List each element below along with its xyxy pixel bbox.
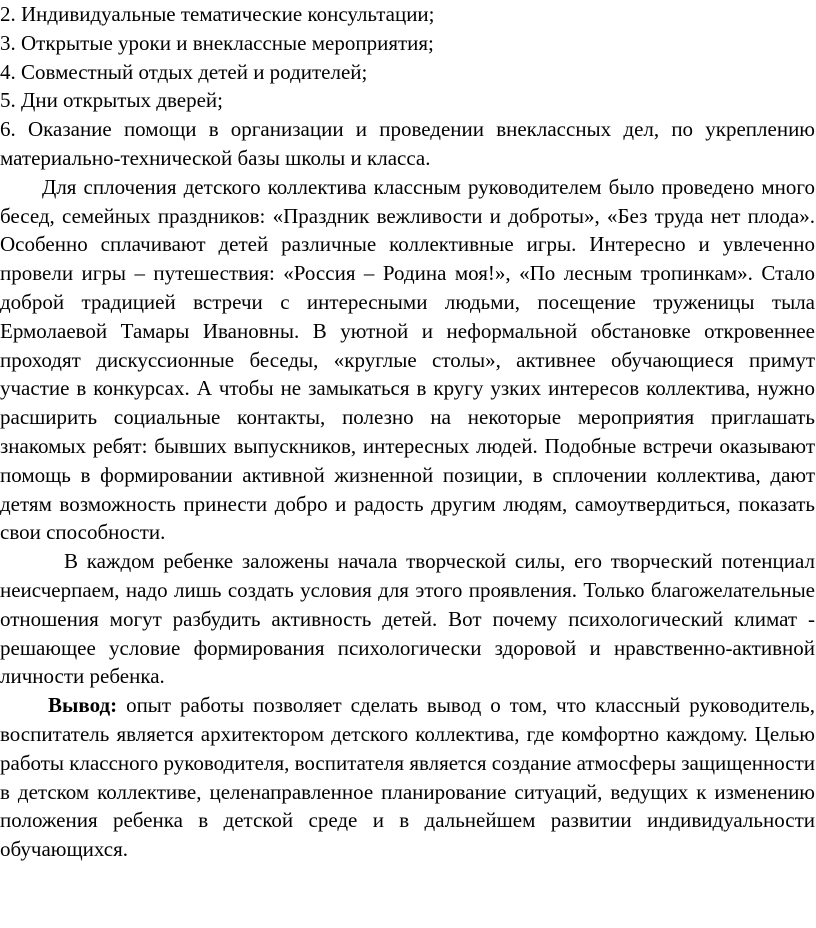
- paragraph-conclusion: [0, 691, 815, 864]
- paragraph-creative-potential: В каждом ребенке заложены начала творческой силы, его творческий потенциал неисчерпаем, надо лишь создать условия для этого проявления. Только благожелательные отношения могут разбудить активность детей. Вот почему психологический климат - решающее условие формирования психологически здоровой и нравственно-активной личности ребенка.: [0, 549, 815, 689]
- list-item-3: 3. Открытые уроки и внеклассные мероприятия;: [0, 30, 434, 55]
- list-item-6: 6. Оказание помощи в организации и проведении внеклассных дел, по укреплению материально-технической базы школы и класса.: [0, 117, 815, 170]
- list-item-4: 4. Совместный отдых детей и родителей;: [0, 59, 368, 84]
- paragraph-team-building: Для сплочения детского коллектива классным руководителем было проведено много бесед, семейных праздников: «Праздник вежливости и доброты», «Без труда нет плода». Особенно сплачивают детей различные коллективные игры. Интересно и увлеченно провели игры – путешествия: «Россия – Родина моя!», «По лесным тропинкам». Стало доброй традицией встречи с интересными людьми, посещение труженицы тыла Ермолаевой Тамары Ивановны. В уютной и неформальной обстановке откровеннее проходят дискуссионные беседы, «круглые столы», активнее обучающиеся примут участие в конкурсах. А чтобы не замыкаться в кругу узких интересов коллектива, нужно расширить социальные контакты, полезно на некоторые мероприятия приглашать знакомых ребят: бывших выпускников, интересных людей. Подобные встречи оказывают помощь в формировании активной жизненной позиции, в сплочении коллектива, дают детям возможность принести добро и радость другим людям, самоутвердиться, показать свои способности.: [0, 174, 815, 545]
- conclusion-text: опыт работы позволяет сделать вывод о том, что классный руководитель, воспитатель является архитектором детского коллектива, где комфортно каждому. Целью работы классного руководителя, воспитателя является создание атмосферы защищенности в детском коллективе, целенаправленное планирование ситуаций, ведущих к изменению положения ребенка в детской среде и в дальнейшем развитии индивидуальности обучающихся.: [0, 693, 815, 862]
- list-item-5: 5. Дни открытых дверей;: [0, 88, 223, 113]
- conclusion-label: Вывод:: [48, 693, 118, 718]
- list-item-2: 2. Индивидуальные тематические консультации;: [0, 2, 435, 26]
